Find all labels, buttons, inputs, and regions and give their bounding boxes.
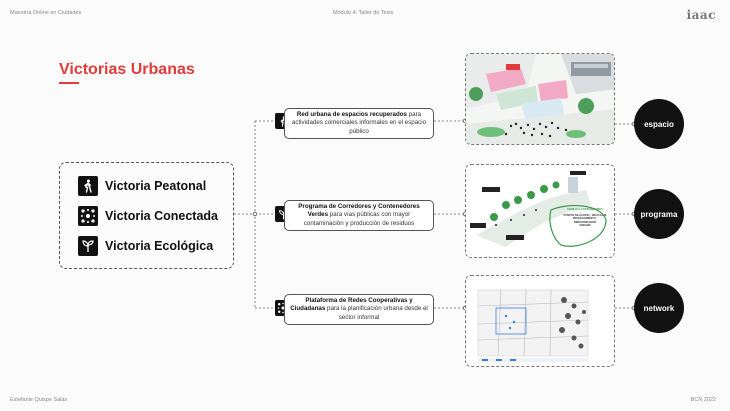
platform-map bbox=[466, 276, 615, 367]
victorias-box bbox=[59, 162, 234, 269]
pedestrian-icon bbox=[78, 176, 98, 196]
junction-dot bbox=[253, 212, 257, 216]
image-street-market bbox=[465, 53, 615, 145]
branch-title: Programa de Corredores y Contenedores Verdes bbox=[298, 203, 420, 219]
branch-description-3 bbox=[284, 294, 434, 325]
victoria-peatonal bbox=[78, 176, 206, 196]
image-green-corridors bbox=[465, 164, 615, 258]
diagram-label: PUNTOS DE ACOPIO bbox=[563, 214, 590, 218]
diagram-labels: FAMILIA & CONTENEDORES PUNTOS DE ACOPIO · RECICLAJE PROCESAMIENTO · REDISTRIBUCIÓN URBANO bbox=[563, 208, 607, 227]
branch-description-1 bbox=[284, 108, 434, 139]
branch-title: Plataforma de Redes Cooperativas y Ciudadanas bbox=[290, 297, 413, 313]
circle-label: network bbox=[643, 303, 675, 313]
sprout-icon bbox=[78, 236, 98, 256]
circle-label: espacio bbox=[644, 119, 674, 129]
module-name: Módulo 4: Taller de Tesis bbox=[333, 10, 394, 16]
circle-network bbox=[634, 283, 684, 333]
image-platform bbox=[465, 275, 615, 367]
victoria-conectada bbox=[78, 206, 218, 226]
branch-description-2 bbox=[284, 200, 434, 231]
victoria-label: Victoria Ecológica bbox=[105, 239, 214, 253]
diagram-label: CONTENEDORES bbox=[580, 208, 603, 211]
location-year: BCN 2022 bbox=[690, 397, 716, 403]
iaac-logo: iaac bbox=[686, 8, 716, 22]
circle-programa bbox=[634, 189, 684, 239]
street-illustration bbox=[466, 54, 615, 145]
branch-title: Red urbana de espacios recuperados bbox=[296, 111, 407, 118]
diagram-label: REDISTRIBUCIÓN bbox=[573, 220, 597, 224]
diagram-label: PROCESAMIENTO bbox=[572, 217, 596, 221]
circle-espacio bbox=[634, 99, 684, 149]
course-name: Maestría Online en Ciudades bbox=[10, 10, 82, 16]
diagram-label: RECICLAJE bbox=[591, 214, 607, 218]
diagram-label: FAMILIA & bbox=[567, 208, 581, 211]
slide-title: Victorias Urbanas bbox=[59, 61, 195, 78]
circle-label: programa bbox=[640, 209, 678, 219]
victoria-label: Victoria Conectada bbox=[105, 209, 219, 223]
victoria-ecologica bbox=[78, 236, 213, 256]
branch-text: para la planificación urbana desde el sector informal bbox=[325, 305, 428, 321]
victoria-label: Victoria Peatonal bbox=[105, 179, 207, 193]
branch-text: para actividades comerciales informales en el espacio público bbox=[291, 111, 427, 135]
author-name: Estefanie Quispe Salas bbox=[10, 397, 68, 403]
branch-text: para vías públicas con mayor contaminación y producción de residuos bbox=[303, 211, 415, 227]
network-icon bbox=[78, 206, 98, 226]
diagram-label: URBANO bbox=[579, 223, 591, 227]
